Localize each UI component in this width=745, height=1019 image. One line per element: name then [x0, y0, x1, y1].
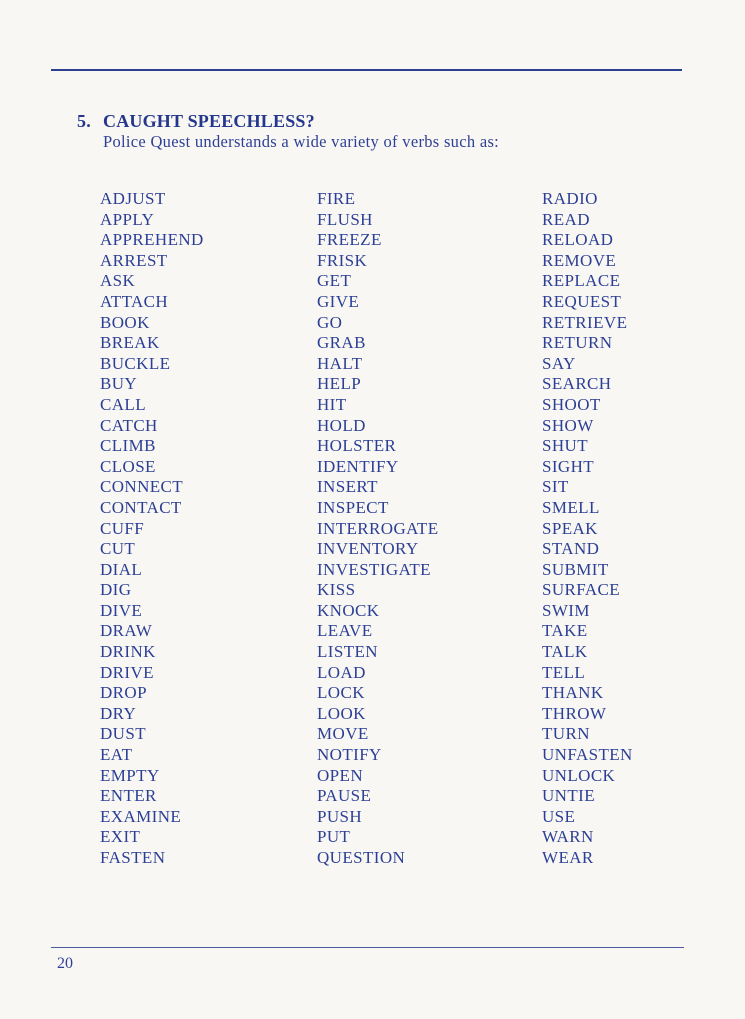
verb-item: FREEZE	[317, 230, 382, 250]
verb-item: THROW	[542, 703, 607, 723]
verb-item: IDENTIFY	[317, 456, 399, 476]
verb-item: SIT	[542, 477, 569, 497]
verb-item: UNLOCK	[542, 765, 616, 785]
verb-item: ATTACH	[100, 291, 169, 311]
verb-item: REQUEST	[542, 291, 622, 311]
verb-item: CATCH	[100, 415, 158, 435]
section-intro: Police Quest understands a wide variety of verbs such as:	[103, 132, 500, 151]
verb-item: HOLD	[317, 415, 366, 435]
verb-item: SPEAK	[542, 518, 598, 538]
verb-item: CUT	[100, 539, 136, 559]
verb-item: SHOOT	[542, 394, 601, 414]
verb-item: RELOAD	[542, 230, 614, 250]
verb-item: SURFACE	[542, 580, 621, 600]
verb-item: REMOVE	[542, 250, 617, 270]
verb-item: INTERROGATE	[317, 518, 439, 538]
verb-item: TURN	[542, 724, 590, 744]
verb-item: CONTACT	[100, 497, 182, 517]
verb-item: RADIO	[542, 189, 598, 208]
verb-item: THANK	[542, 683, 604, 703]
verb-item: FLUSH	[317, 209, 373, 229]
verb-item: SHUT	[542, 436, 588, 456]
verb-item: UNTIE	[542, 786, 595, 806]
verb-item: ENTER	[100, 786, 157, 806]
verb-item: WARN	[542, 827, 594, 847]
verb-item: PUT	[317, 827, 351, 847]
verb-item: LOAD	[317, 662, 366, 682]
verb-item: GET	[317, 271, 352, 291]
verb-item: MOVE	[317, 724, 369, 744]
verb-item: EAT	[100, 745, 133, 765]
verb-item: DRY	[100, 703, 137, 723]
verb-item: DIVE	[100, 600, 143, 620]
verb-item: REPLACE	[542, 271, 621, 291]
verb-item: CONNECT	[100, 477, 184, 497]
verb-item: FRISK	[317, 250, 368, 270]
verb-item: BOOK	[100, 312, 150, 332]
verb-item: USE	[542, 806, 576, 826]
verb-item: GIVE	[317, 291, 360, 311]
verb-item: CALL	[100, 394, 146, 414]
section-heading	[77, 111, 315, 132]
verb-item: INVENTORY	[317, 539, 419, 559]
verb-item: RETURN	[542, 333, 613, 353]
verb-item: TELL	[542, 662, 586, 682]
verb-item: KNOCK	[317, 600, 380, 620]
verb-item: CUFF	[100, 518, 145, 538]
verb-item: LOCK	[317, 683, 365, 703]
verb-item: DIAL	[100, 559, 143, 579]
verb-item: SUBMIT	[542, 559, 609, 579]
verb-item: DROP	[100, 683, 147, 703]
verb-item: HOLSTER	[317, 436, 397, 456]
verb-column-2	[317, 189, 439, 869]
verb-item: TAKE	[542, 621, 588, 641]
verb-item: HIT	[317, 394, 347, 414]
verb-item: SEARCH	[542, 374, 612, 394]
verb-item: CLOSE	[100, 456, 156, 476]
verb-item: STAND	[542, 539, 600, 559]
verb-item: FASTEN	[100, 848, 166, 867]
verb-item: GO	[317, 312, 343, 332]
verb-item: ADJUST	[100, 189, 166, 208]
verb-item: GRAB	[317, 333, 366, 353]
verb-item: APPREHEND	[100, 230, 204, 250]
verb-item: PUSH	[317, 806, 363, 826]
verb-item: EXAMINE	[100, 806, 182, 826]
verb-item: QUESTION	[317, 848, 406, 867]
verb-item: LISTEN	[317, 642, 378, 662]
verb-item: UNFASTEN	[542, 745, 633, 765]
verb-item: LEAVE	[317, 621, 373, 641]
verb-item: CLIMB	[100, 436, 156, 456]
section-number: 5.	[77, 111, 91, 131]
verb-item: SWIM	[542, 600, 590, 620]
verb-column-3	[542, 189, 633, 869]
verb-item: BREAK	[100, 333, 160, 353]
verb-item: HELP	[317, 374, 362, 394]
verb-item: SIGHT	[542, 456, 595, 476]
verb-item: SHOW	[542, 415, 594, 435]
verb-item: OPEN	[317, 765, 363, 785]
verb-item: KISS	[317, 580, 356, 600]
verb-item: PAUSE	[317, 786, 372, 806]
verb-item: EMPTY	[100, 765, 160, 785]
verb-item: INSERT	[317, 477, 378, 497]
verb-item: LOOK	[317, 703, 366, 723]
bottom-rule	[51, 947, 684, 948]
top-rule	[51, 69, 682, 71]
verb-item: BUY	[100, 374, 138, 394]
verb-item: HALT	[317, 353, 363, 373]
verb-item: INSPECT	[317, 497, 389, 517]
verb-item: WEAR	[542, 848, 594, 867]
verb-item: EXIT	[100, 827, 141, 847]
verb-column-1	[100, 189, 204, 869]
section-title: CAUGHT SPEECHLESS?	[103, 111, 315, 131]
verb-item: SAY	[542, 353, 576, 373]
verb-item: DRIVE	[100, 662, 154, 682]
verb-item: INVESTIGATE	[317, 559, 431, 579]
verb-item: SMELL	[542, 497, 600, 517]
verb-item: ARREST	[100, 250, 168, 270]
verb-item: DUST	[100, 724, 146, 744]
verb-item: TALK	[542, 642, 588, 662]
verb-item: DIG	[100, 580, 132, 600]
verb-item: ASK	[100, 271, 136, 291]
page-number: 20	[57, 955, 73, 972]
verb-item: FIRE	[317, 189, 356, 208]
verb-item: NOTIFY	[317, 745, 382, 765]
verb-item: APPLY	[100, 209, 155, 229]
verb-item: DRAW	[100, 621, 153, 641]
verb-item: RETRIEVE	[542, 312, 628, 332]
verb-item: BUCKLE	[100, 353, 171, 373]
verb-item: READ	[542, 209, 590, 229]
verb-item: DRINK	[100, 642, 156, 662]
